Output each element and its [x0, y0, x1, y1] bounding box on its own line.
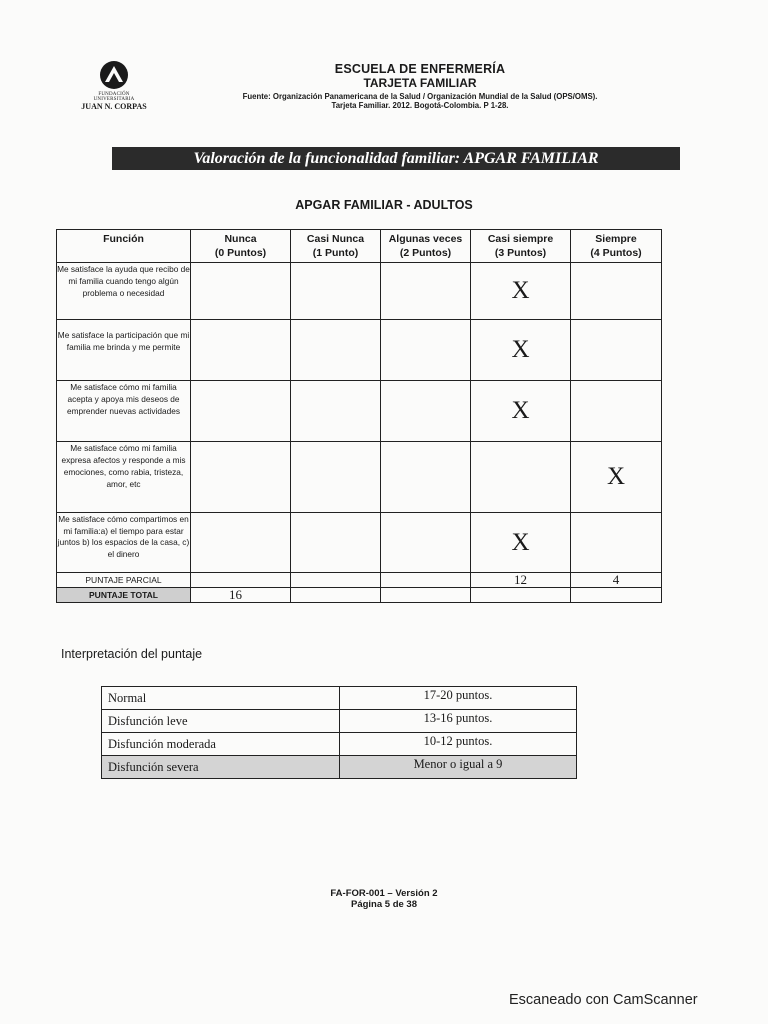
function-text: Me satisface cómo mi familia acepta y apoya mis deseos de emprender nuevas actividades	[57, 381, 191, 442]
card-title: TARJETA FAMILIAR	[363, 76, 477, 90]
corpas-emblem-icon	[97, 60, 131, 90]
source-line: Fuente: Organización Panamericana de la Salud / Organización Mundial de la Salud (OPS/OMS).	[242, 92, 598, 101]
table-row	[102, 733, 577, 756]
table-row	[102, 710, 577, 733]
reference-line: Tarjeta Familiar. 2012. Bogotá-Colombia. P 1-28.	[331, 101, 509, 110]
table-row	[57, 263, 662, 320]
answer-mark: X	[471, 263, 571, 320]
logo-subtitle: FUNDACIÓN UNIVERSITARIA	[93, 92, 135, 102]
category-range: 17-20 puntos.	[340, 687, 577, 710]
logo-name: JUAN N. CORPAS	[81, 102, 147, 111]
col-header-nunca: Nunca (0 Puntos)	[191, 230, 291, 263]
partial-score-row	[57, 573, 662, 588]
category-label: Normal	[102, 687, 340, 710]
page-footer	[0, 888, 768, 910]
institution-logo	[78, 60, 150, 111]
col-header-algunas-veces: Algunas veces (2 Puntos)	[381, 230, 471, 263]
category-range: 10-12 puntos.	[340, 733, 577, 756]
table-row	[57, 442, 662, 513]
category-label: Disfunción moderada	[102, 733, 340, 756]
category-range: Menor o igual a 9	[340, 756, 577, 779]
category-range: 13-16 puntos.	[340, 710, 577, 733]
section-banner: Valoración de la funcionalidad familiar: APGAR FAMILIAR	[112, 147, 680, 170]
answer-mark: X	[471, 320, 571, 381]
function-text: Me satisface cómo mi familia expresa afectos y responde a mis emociones, como rabia, tristeza, amor, etc	[57, 442, 191, 513]
function-text: Me satisface cómo compartimos en mi familia:a) el tiempo para estar juntos b) los espacios de la casa, c) el dinero	[57, 513, 191, 573]
category-label: Disfunción severa	[102, 756, 340, 779]
partial-score-casi-siempre: 12	[471, 573, 571, 588]
partial-score-siempre: 4	[571, 573, 662, 588]
col-header-siempre: Siempre (4 Puntos)	[571, 230, 662, 263]
interpretation-table	[101, 686, 577, 779]
answer-mark: X	[471, 513, 571, 573]
document-header	[190, 62, 650, 110]
answer-mark: X	[571, 442, 662, 513]
col-header-funcion: Función	[57, 230, 191, 263]
total-score-label: PUNTAJE TOTAL	[57, 588, 191, 603]
total-score-row	[57, 588, 662, 603]
table-row	[57, 513, 662, 573]
form-code: FA-FOR-001 – Versión 2	[330, 888, 438, 899]
school-title: ESCUELA DE ENFERMERÍA	[334, 62, 506, 76]
table-row	[57, 320, 662, 381]
function-text: Me satisface la ayuda que recibo de mi familia cuando tengo algún problema o necesidad	[57, 263, 191, 320]
header-row	[57, 230, 662, 263]
table-title: APGAR FAMILIAR - ADULTOS	[295, 198, 473, 212]
table-row	[102, 756, 577, 779]
category-label: Disfunción leve	[102, 710, 340, 733]
table-row	[102, 687, 577, 710]
answer-mark: X	[471, 381, 571, 442]
apgar-table	[56, 229, 662, 603]
partial-score-label: PUNTAJE PARCIAL	[57, 573, 191, 588]
col-header-casi-nunca: Casi Nunca (1 Punto)	[291, 230, 381, 263]
total-score-value: 16	[191, 588, 291, 603]
table-row	[57, 381, 662, 442]
scanner-watermark: Escaneado con CamScanner	[509, 992, 698, 1008]
col-header-casi-siempre: Casi siempre (3 Puntos)	[471, 230, 571, 263]
interpretation-title: Interpretación del puntaje	[61, 647, 203, 661]
page-number: Página 5 de 38	[350, 899, 417, 910]
function-text: Me satisface la participación que mi familia me brinda y me permite	[57, 320, 191, 381]
